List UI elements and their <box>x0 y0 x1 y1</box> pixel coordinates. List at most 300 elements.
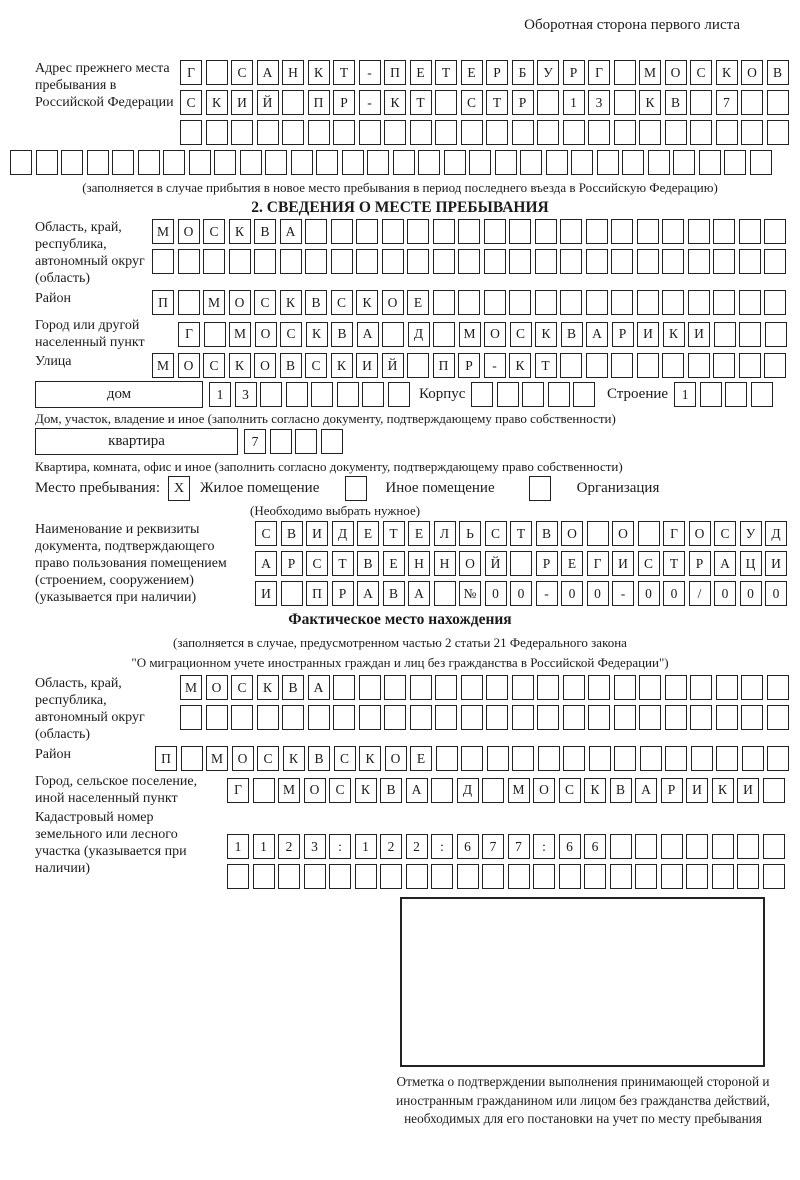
char-cell[interactable] <box>662 290 684 315</box>
char-cell[interactable]: И <box>612 551 634 576</box>
char-cell[interactable] <box>563 705 585 730</box>
char-cell[interactable]: : <box>533 834 555 859</box>
char-cell[interactable]: А <box>714 551 736 576</box>
char-cell[interactable]: Б <box>512 60 534 85</box>
char-cell[interactable] <box>690 705 712 730</box>
char-cell[interactable] <box>469 150 491 175</box>
char-cell[interactable]: Е <box>357 521 379 546</box>
char-cell[interactable]: 3 <box>304 834 326 859</box>
char-cell[interactable] <box>461 705 483 730</box>
char-cell[interactable]: Ь <box>459 521 481 546</box>
char-cell[interactable]: 2 <box>406 834 428 859</box>
char-cell[interactable]: С <box>180 90 202 115</box>
char-cell[interactable] <box>331 249 353 274</box>
char-cell[interactable] <box>560 290 582 315</box>
char-cell[interactable] <box>537 675 559 700</box>
char-cell[interactable] <box>737 834 759 859</box>
char-cell[interactable] <box>716 120 738 145</box>
char-cell[interactable]: Е <box>410 746 432 771</box>
char-cell[interactable]: Т <box>333 60 355 85</box>
char-cell[interactable] <box>359 705 381 730</box>
char-cell[interactable]: О <box>533 778 555 803</box>
char-cell[interactable]: К <box>308 60 330 85</box>
char-cell[interactable]: М <box>508 778 530 803</box>
char-cell[interactable]: О <box>232 746 254 771</box>
char-cell[interactable] <box>431 864 453 889</box>
char-cell[interactable]: О <box>385 746 407 771</box>
char-cell[interactable]: - <box>536 581 558 606</box>
char-cell[interactable] <box>281 581 303 606</box>
char-cell[interactable] <box>458 219 480 244</box>
char-cell[interactable]: С <box>257 746 279 771</box>
char-cell[interactable]: О <box>382 290 404 315</box>
char-cell[interactable] <box>622 150 644 175</box>
char-cell[interactable]: О <box>178 353 200 378</box>
char-cell[interactable]: П <box>384 60 406 85</box>
char-cell[interactable] <box>662 219 684 244</box>
char-cell[interactable]: А <box>280 219 302 244</box>
char-cell[interactable]: 1 <box>355 834 377 859</box>
char-cell[interactable]: Г <box>663 521 685 546</box>
char-cell[interactable] <box>573 382 595 407</box>
char-cell[interactable] <box>665 120 687 145</box>
char-cell[interactable] <box>716 746 738 771</box>
char-cell[interactable] <box>589 746 611 771</box>
char-cell[interactable]: С <box>334 746 356 771</box>
char-cell[interactable] <box>308 120 330 145</box>
char-cell[interactable] <box>497 382 519 407</box>
char-cell[interactable]: И <box>356 353 378 378</box>
char-cell[interactable]: С <box>203 219 225 244</box>
char-cell[interactable]: К <box>283 746 305 771</box>
char-cell[interactable]: 0 <box>714 581 736 606</box>
char-cell[interactable] <box>537 90 559 115</box>
char-cell[interactable] <box>418 150 440 175</box>
char-cell[interactable]: Т <box>535 353 557 378</box>
char-cell[interactable] <box>206 60 228 85</box>
char-cell[interactable] <box>690 90 712 115</box>
char-cell[interactable]: - <box>484 353 506 378</box>
char-cell[interactable] <box>610 834 632 859</box>
char-cell[interactable] <box>533 864 555 889</box>
char-cell[interactable]: О <box>459 551 481 576</box>
char-cell[interactable]: К <box>535 322 557 347</box>
char-cell[interactable] <box>537 705 559 730</box>
char-cell[interactable]: 2 <box>380 834 402 859</box>
char-cell[interactable]: Т <box>332 551 354 576</box>
char-cell[interactable] <box>614 705 636 730</box>
char-cell[interactable]: С <box>485 521 507 546</box>
char-cell[interactable] <box>742 746 764 771</box>
char-cell[interactable]: О <box>254 353 276 378</box>
char-cell[interactable]: К <box>356 290 378 315</box>
char-cell[interactable] <box>214 150 236 175</box>
char-cell[interactable] <box>359 675 381 700</box>
char-cell[interactable] <box>686 834 708 859</box>
char-cell[interactable] <box>548 382 570 407</box>
char-cell[interactable] <box>407 353 429 378</box>
char-cell[interactable]: В <box>254 219 276 244</box>
char-cell[interactable] <box>560 249 582 274</box>
char-cell[interactable] <box>282 90 304 115</box>
char-cell[interactable]: 0 <box>638 581 660 606</box>
char-cell[interactable]: Р <box>333 90 355 115</box>
char-cell[interactable] <box>637 353 659 378</box>
char-cell[interactable] <box>206 705 228 730</box>
char-cell[interactable] <box>688 219 710 244</box>
char-cell[interactable] <box>484 249 506 274</box>
char-cell[interactable] <box>204 322 226 347</box>
char-cell[interactable] <box>138 150 160 175</box>
char-cell[interactable] <box>611 249 633 274</box>
char-cell[interactable] <box>686 864 708 889</box>
char-cell[interactable]: - <box>359 60 381 85</box>
char-cell[interactable] <box>486 705 508 730</box>
char-cell[interactable]: М <box>459 322 481 347</box>
char-cell[interactable]: О <box>304 778 326 803</box>
char-cell[interactable] <box>690 120 712 145</box>
char-cell[interactable]: К <box>206 90 228 115</box>
char-cell[interactable]: В <box>380 778 402 803</box>
char-cell[interactable]: Т <box>663 551 685 576</box>
char-cell[interactable]: : <box>431 834 453 859</box>
char-cell[interactable] <box>535 219 557 244</box>
char-cell[interactable] <box>231 120 253 145</box>
char-cell[interactable] <box>163 150 185 175</box>
char-cell[interactable]: К <box>257 675 279 700</box>
char-cell[interactable]: О <box>206 675 228 700</box>
char-cell[interactable] <box>457 864 479 889</box>
char-cell[interactable]: Р <box>512 90 534 115</box>
char-cell[interactable] <box>741 705 763 730</box>
char-cell[interactable] <box>495 150 517 175</box>
char-cell[interactable]: И <box>231 90 253 115</box>
char-cell[interactable]: Е <box>561 551 583 576</box>
char-cell[interactable]: 0 <box>587 581 609 606</box>
char-cell[interactable] <box>178 249 200 274</box>
char-cell[interactable]: О <box>255 322 277 347</box>
char-cell[interactable] <box>688 353 710 378</box>
char-cell[interactable]: К <box>331 353 353 378</box>
char-cell[interactable]: О <box>689 521 711 546</box>
char-cell[interactable] <box>716 705 738 730</box>
char-cell[interactable]: П <box>155 746 177 771</box>
char-cell[interactable] <box>639 675 661 700</box>
char-cell[interactable]: 1 <box>253 834 275 859</box>
char-cell[interactable] <box>587 521 609 546</box>
char-cell[interactable] <box>512 746 534 771</box>
char-cell[interactable]: С <box>690 60 712 85</box>
char-cell[interactable] <box>203 249 225 274</box>
char-cell[interactable]: И <box>306 521 328 546</box>
char-cell[interactable] <box>253 778 275 803</box>
char-cell[interactable] <box>637 219 659 244</box>
char-cell[interactable] <box>764 290 786 315</box>
char-cell[interactable]: Р <box>536 551 558 576</box>
char-cell[interactable]: № <box>459 581 481 606</box>
char-cell[interactable] <box>588 675 610 700</box>
char-cell[interactable] <box>486 120 508 145</box>
char-cell[interactable] <box>316 150 338 175</box>
char-cell[interactable]: В <box>610 778 632 803</box>
char-cell[interactable]: П <box>152 290 174 315</box>
char-cell[interactable]: М <box>639 60 661 85</box>
char-cell[interactable] <box>546 150 568 175</box>
char-cell[interactable] <box>254 249 276 274</box>
char-cell[interactable]: А <box>257 60 279 85</box>
char-cell[interactable] <box>367 150 389 175</box>
char-cell[interactable] <box>380 864 402 889</box>
char-cell[interactable] <box>673 150 695 175</box>
char-cell[interactable] <box>295 429 317 454</box>
char-cell[interactable]: В <box>331 322 353 347</box>
char-cell[interactable] <box>662 249 684 274</box>
char-cell[interactable] <box>588 705 610 730</box>
char-cell[interactable]: К <box>712 778 734 803</box>
char-cell[interactable] <box>382 249 404 274</box>
char-cell[interactable] <box>270 429 292 454</box>
char-cell[interactable] <box>648 150 670 175</box>
char-cell[interactable]: К <box>229 353 251 378</box>
char-cell[interactable] <box>433 219 455 244</box>
char-cell[interactable] <box>586 219 608 244</box>
char-cell[interactable] <box>750 150 772 175</box>
char-cell[interactable] <box>407 249 429 274</box>
char-cell[interactable]: О <box>665 60 687 85</box>
char-cell[interactable] <box>737 864 759 889</box>
char-cell[interactable]: Е <box>461 60 483 85</box>
char-cell[interactable] <box>265 150 287 175</box>
char-cell[interactable]: 0 <box>740 581 762 606</box>
char-cell[interactable] <box>763 864 785 889</box>
char-cell[interactable] <box>509 249 531 274</box>
char-cell[interactable] <box>764 219 786 244</box>
char-cell[interactable] <box>767 675 789 700</box>
char-cell[interactable] <box>665 705 687 730</box>
char-cell[interactable] <box>433 249 455 274</box>
char-cell[interactable] <box>458 249 480 274</box>
char-cell[interactable] <box>253 864 275 889</box>
char-cell[interactable]: Е <box>408 521 430 546</box>
char-cell[interactable] <box>763 778 785 803</box>
char-cell[interactable]: О <box>561 521 583 546</box>
char-cell[interactable]: Т <box>383 521 405 546</box>
char-cell[interactable]: С <box>638 551 660 576</box>
char-cell[interactable]: Д <box>765 521 787 546</box>
char-cell[interactable] <box>337 382 359 407</box>
char-cell[interactable] <box>739 219 761 244</box>
char-cell[interactable] <box>362 382 384 407</box>
char-cell[interactable]: К <box>229 219 251 244</box>
char-cell[interactable] <box>588 120 610 145</box>
char-cell[interactable] <box>178 290 200 315</box>
char-cell[interactable] <box>614 675 636 700</box>
char-cell[interactable] <box>714 322 736 347</box>
char-cell[interactable]: Н <box>434 551 456 576</box>
char-cell[interactable] <box>584 864 606 889</box>
char-cell[interactable] <box>751 382 773 407</box>
char-cell[interactable] <box>767 120 789 145</box>
char-cell[interactable] <box>484 219 506 244</box>
char-cell[interactable] <box>739 322 761 347</box>
char-cell[interactable]: С <box>714 521 736 546</box>
char-cell[interactable] <box>305 249 327 274</box>
char-cell[interactable]: С <box>231 60 253 85</box>
char-cell[interactable] <box>764 249 786 274</box>
char-cell[interactable]: Р <box>563 60 585 85</box>
char-cell[interactable]: О <box>741 60 763 85</box>
char-cell[interactable]: М <box>203 290 225 315</box>
char-cell[interactable] <box>610 864 632 889</box>
char-cell[interactable]: С <box>255 521 277 546</box>
char-cell[interactable]: О <box>229 290 251 315</box>
char-cell[interactable] <box>688 249 710 274</box>
char-cell[interactable] <box>640 746 662 771</box>
char-cell[interactable] <box>181 746 203 771</box>
char-cell[interactable] <box>563 120 585 145</box>
char-cell[interactable]: А <box>635 778 657 803</box>
char-cell[interactable]: / <box>689 581 711 606</box>
char-cell[interactable]: В <box>665 90 687 115</box>
char-cell[interactable]: С <box>203 353 225 378</box>
char-cell[interactable] <box>614 746 636 771</box>
char-cell[interactable] <box>741 675 763 700</box>
char-cell[interactable]: Г <box>178 322 200 347</box>
char-cell[interactable]: Л <box>434 521 456 546</box>
char-cell[interactable] <box>764 353 786 378</box>
char-cell[interactable]: - <box>359 90 381 115</box>
char-cell[interactable] <box>713 290 735 315</box>
char-cell[interactable]: 1 <box>209 382 231 407</box>
char-cell[interactable]: Е <box>383 551 405 576</box>
char-cell[interactable] <box>435 705 457 730</box>
char-cell[interactable]: К <box>716 60 738 85</box>
char-cell[interactable]: 0 <box>510 581 532 606</box>
char-cell[interactable]: К <box>355 778 377 803</box>
char-cell[interactable]: В <box>767 60 789 85</box>
char-cell[interactable]: Р <box>689 551 711 576</box>
char-cell[interactable] <box>382 219 404 244</box>
char-cell[interactable]: Г <box>587 551 609 576</box>
char-cell[interactable] <box>36 150 58 175</box>
char-cell[interactable]: Й <box>257 90 279 115</box>
char-cell[interactable] <box>257 120 279 145</box>
char-cell[interactable]: Г <box>588 60 610 85</box>
char-cell[interactable]: Д <box>332 521 354 546</box>
char-cell[interactable]: О <box>612 521 634 546</box>
char-cell[interactable] <box>61 150 83 175</box>
char-cell[interactable]: 6 <box>457 834 479 859</box>
char-cell[interactable]: М <box>180 675 202 700</box>
char-cell[interactable] <box>227 864 249 889</box>
checkbox-other-premises[interactable] <box>345 476 367 501</box>
char-cell[interactable] <box>699 150 721 175</box>
char-cell[interactable] <box>637 290 659 315</box>
char-cell[interactable] <box>291 150 313 175</box>
char-cell[interactable] <box>638 521 660 546</box>
char-cell[interactable]: Р <box>486 60 508 85</box>
char-cell[interactable] <box>329 864 351 889</box>
char-cell[interactable] <box>763 834 785 859</box>
char-cell[interactable] <box>10 150 32 175</box>
char-cell[interactable] <box>639 120 661 145</box>
char-cell[interactable] <box>410 120 432 145</box>
char-cell[interactable]: К <box>584 778 606 803</box>
char-cell[interactable]: Н <box>408 551 430 576</box>
char-cell[interactable]: 3 <box>235 382 257 407</box>
char-cell[interactable] <box>535 290 557 315</box>
char-cell[interactable] <box>482 778 504 803</box>
char-cell[interactable] <box>661 834 683 859</box>
char-cell[interactable]: М <box>206 746 228 771</box>
char-cell[interactable]: С <box>331 290 353 315</box>
char-cell[interactable] <box>522 382 544 407</box>
char-cell[interactable]: : <box>329 834 351 859</box>
char-cell[interactable]: К <box>280 290 302 315</box>
char-cell[interactable]: А <box>308 675 330 700</box>
char-cell[interactable]: Р <box>458 353 480 378</box>
char-cell[interactable]: И <box>686 778 708 803</box>
char-cell[interactable] <box>231 705 253 730</box>
char-cell[interactable] <box>355 864 377 889</box>
char-cell[interactable] <box>436 746 458 771</box>
char-cell[interactable] <box>586 290 608 315</box>
char-cell[interactable]: М <box>152 219 174 244</box>
char-cell[interactable] <box>280 249 302 274</box>
char-cell[interactable]: Ц <box>740 551 762 576</box>
char-cell[interactable] <box>384 705 406 730</box>
char-cell[interactable]: С <box>461 90 483 115</box>
char-cell[interactable]: И <box>637 322 659 347</box>
char-cell[interactable] <box>512 675 534 700</box>
char-cell[interactable] <box>461 746 483 771</box>
char-cell[interactable] <box>560 219 582 244</box>
char-cell[interactable]: К <box>663 322 685 347</box>
char-cell[interactable] <box>435 120 457 145</box>
char-cell[interactable]: Д <box>408 322 430 347</box>
char-cell[interactable] <box>512 120 534 145</box>
char-cell[interactable]: - <box>612 581 634 606</box>
char-cell[interactable] <box>739 249 761 274</box>
char-cell[interactable]: В <box>308 746 330 771</box>
char-cell[interactable] <box>461 675 483 700</box>
char-cell[interactable] <box>152 249 174 274</box>
char-cell[interactable]: К <box>639 90 661 115</box>
char-cell[interactable]: В <box>282 675 304 700</box>
char-cell[interactable] <box>482 864 504 889</box>
char-cell[interactable]: Т <box>435 60 457 85</box>
char-cell[interactable]: 6 <box>584 834 606 859</box>
char-cell[interactable] <box>433 322 455 347</box>
char-cell[interactable]: Г <box>180 60 202 85</box>
char-cell[interactable] <box>767 746 789 771</box>
char-cell[interactable]: 2 <box>278 834 300 859</box>
char-cell[interactable] <box>282 705 304 730</box>
char-cell[interactable] <box>739 290 761 315</box>
char-cell[interactable] <box>611 353 633 378</box>
char-cell[interactable]: О <box>178 219 200 244</box>
char-cell[interactable] <box>257 705 279 730</box>
char-cell[interactable] <box>260 382 282 407</box>
char-cell[interactable]: В <box>561 322 583 347</box>
char-cell[interactable] <box>661 864 683 889</box>
char-cell[interactable]: А <box>357 581 379 606</box>
char-cell[interactable] <box>713 353 735 378</box>
char-cell[interactable] <box>537 120 559 145</box>
char-cell[interactable] <box>342 150 364 175</box>
char-cell[interactable]: К <box>384 90 406 115</box>
char-cell[interactable] <box>393 150 415 175</box>
